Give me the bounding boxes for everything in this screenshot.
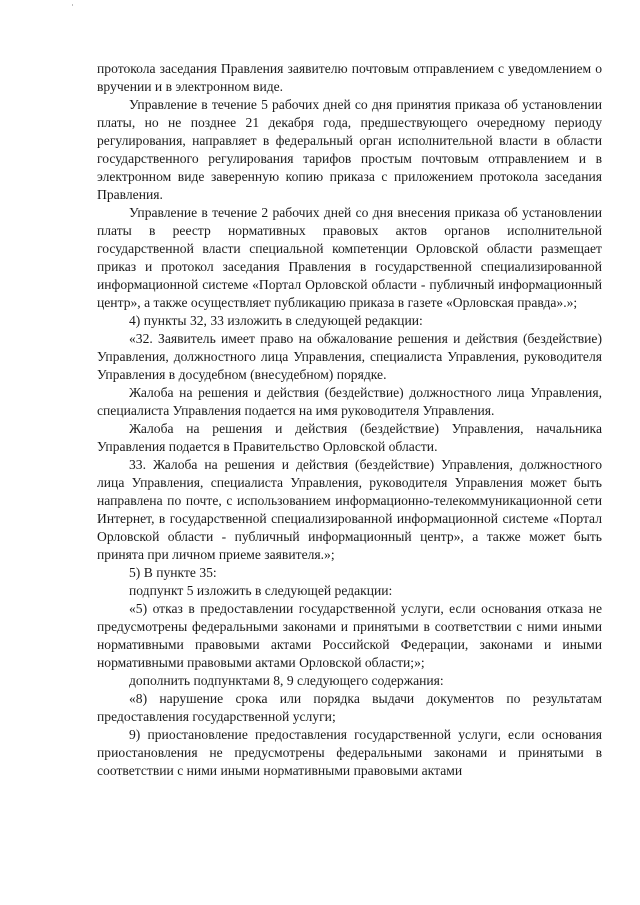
- paragraph-8: 33. Жалоба на решения и действия (бездействие) Управления, должностного лица Управления, специалиста Управления, руководителя Управления может быть направлена по почте, с использованием информационно-телекоммуникационной сети Интернет, в государственной специализированной информационной системе «Портал Орловской области - публичный информационный центр», а также может быть принята при личном приеме заявителя.»;: [97, 457, 602, 562]
- paragraph-13: «8) нарушение срока или порядка выдачи документов по результатам предоставления государственной услуги;: [97, 691, 602, 724]
- paragraph-11: «5) отказ в предоставлении государственной услуги, если основания отказа не предусмотрены федеральными законами и принятыми в соответствии с ними иными нормативными правовыми актами Российской Федерации, законами и иными нормативными правовыми актами Орловской области;»;: [97, 601, 602, 670]
- paragraph-12: дополнить подпунктами 8, 9 следующего содержания:: [129, 673, 444, 688]
- paragraph-3: Управление в течение 2 рабочих дней со дня внесения приказа об установлении платы в реестр нормативных правовых актов органов исполнительной государственной власти специальной компетенции Орловской области размещает приказ и протокол заседания Правления в государственной специализированной информационной системе «Портал Орловской области - публичный информационный центр», а также осуществляет публикацию приказа в газете «Орловская правда».»;: [97, 205, 602, 310]
- paragraph-7: Жалоба на решения и действия (бездействие) Управления, начальника Управления подается в Правительство Орловской области.: [97, 421, 602, 454]
- paragraph-6: Жалоба на решения и действия (бездействие) должностного лица Управления, специалиста Управления подается на имя руководителя Управления.: [97, 385, 602, 418]
- paragraph-9: 5) В пункте 35:: [129, 565, 217, 580]
- paragraph-2: Управление в течение 5 рабочих дней со дня принятия приказа об установлении платы, но не позднее 21 декабря года, предшествующего очередному периоду регулирования, направляет в федеральный орган исполнительной власти в области государственного регулирования тарифов простым почтовым отправлением и в электронном виде заверенную копию приказа с приложением протокола заседания Правления.: [97, 97, 602, 202]
- scan-mark: [72, 4, 73, 6]
- paragraph-4: 4) пункты 32, 33 изложить в следующей редакции:: [129, 313, 423, 328]
- paragraph-1: протокола заседания Правления заявителю почтовым отправлением с уведомлением о вручении и в электронном виде.: [97, 61, 602, 94]
- document-body: [97, 60, 602, 780]
- paragraph-14: 9) приостановление предоставления государственной услуги, если основания приостановления не предусмотрены федеральными законами и принятыми в соответствии с ними иными нормативными правовыми актами: [97, 727, 602, 778]
- paragraph-5: «32. Заявитель имеет право на обжалование решения и действия (бездействие) Управления, должностного лица Управления, специалиста Управления, руководителя Управления в досудебном (внесудебном) порядке.: [97, 331, 602, 382]
- paragraph-10: подпункт 5 изложить в следующей редакции:: [129, 583, 393, 598]
